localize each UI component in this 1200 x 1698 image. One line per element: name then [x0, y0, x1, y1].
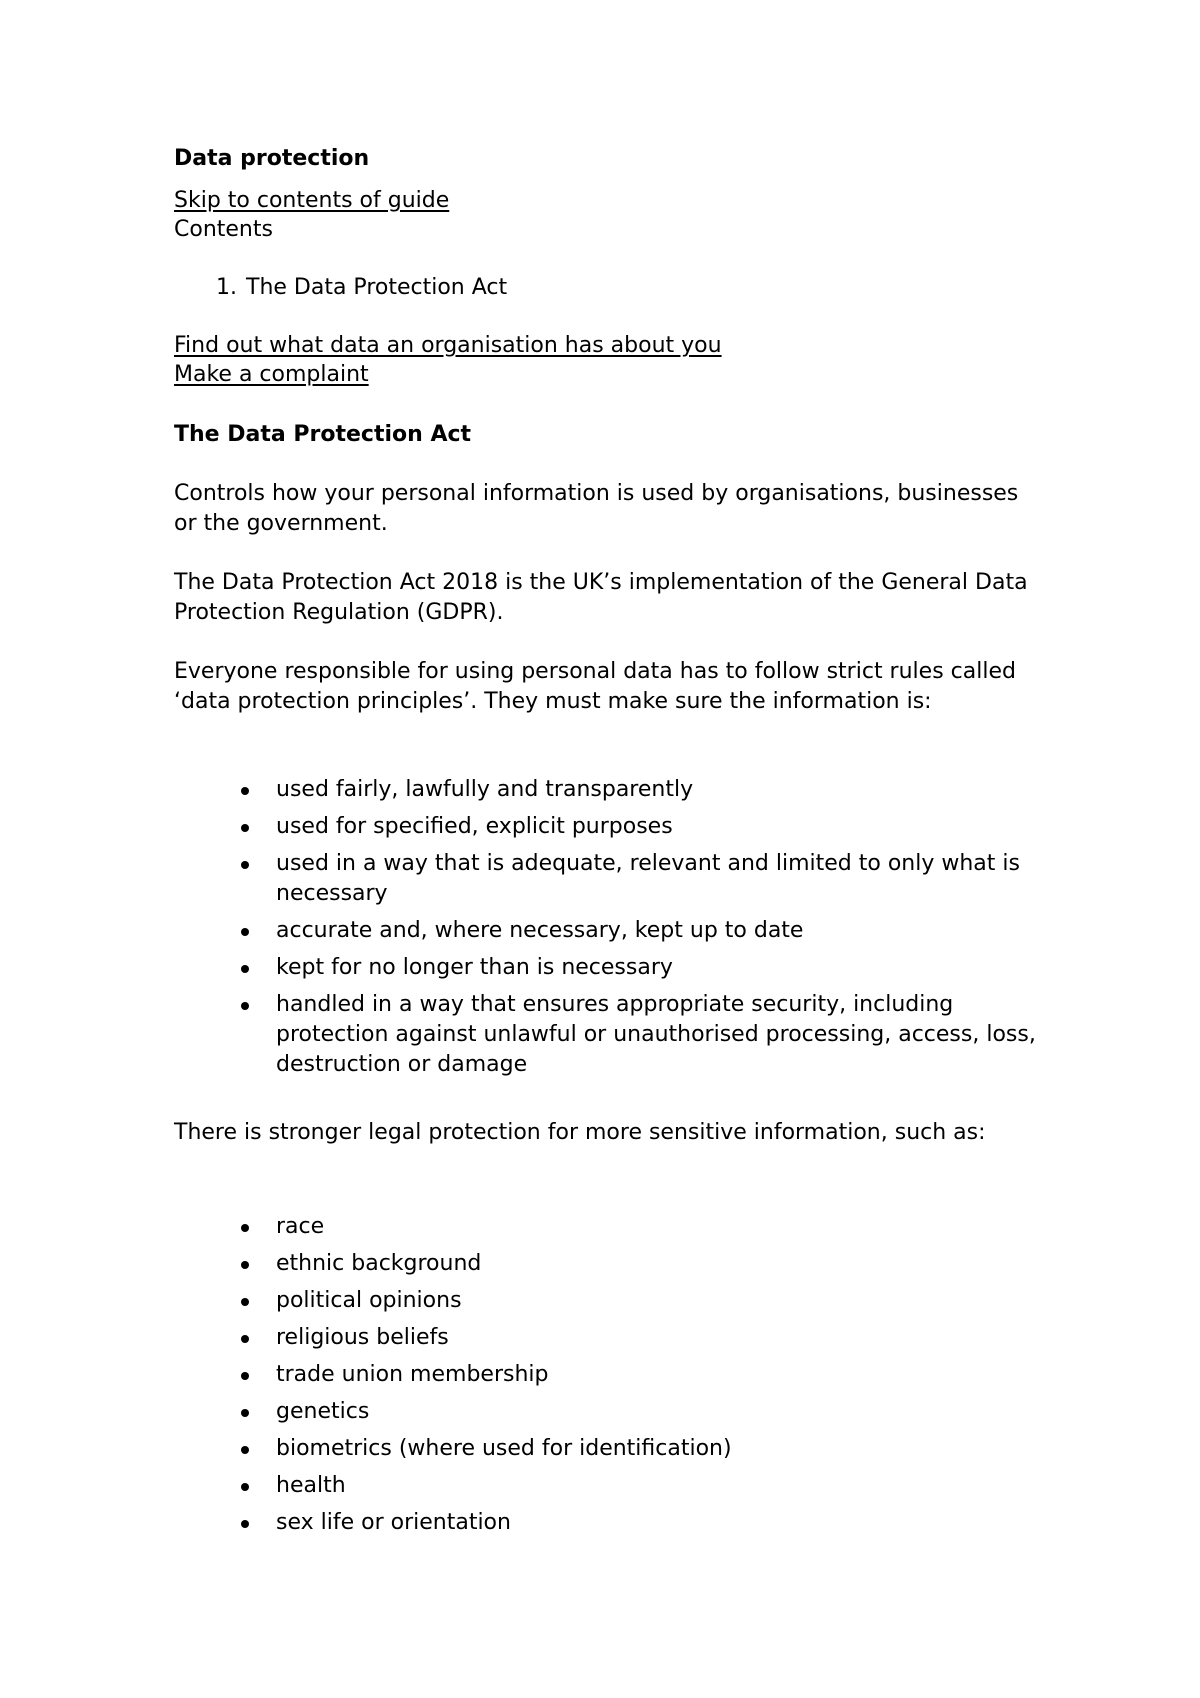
bullet-icon	[241, 928, 249, 936]
principles-intro-paragraph: Everyone responsible for using personal data has to follow strict rules called ‘data protection principles’. They must make sure the information is:	[174, 659, 1016, 714]
list-item: political opinions	[174, 1286, 1044, 1316]
bullet-icon	[241, 965, 249, 973]
list-item: race	[174, 1212, 1044, 1242]
bullet-icon	[241, 787, 249, 795]
list-item: health	[174, 1471, 1044, 1501]
list-item: handled in a way that ensures appropriate security, including protection against unlawful or unauthorised processing, access, loss, destruction or damage	[174, 990, 1044, 1080]
bullet-icon	[241, 1298, 249, 1306]
find-out-data-link[interactable]: Find out what data an organisation has about you	[174, 333, 722, 358]
list-item: ethnic background	[174, 1249, 1044, 1279]
bullet-icon	[241, 1335, 249, 1343]
bullet-icon	[241, 1483, 249, 1491]
list-item: kept for no longer than is necessary	[174, 953, 1044, 983]
contents-item[interactable]: 1. The Data Protection Act	[244, 273, 507, 303]
principles-list	[174, 775, 1044, 1087]
list-item: used for specified, explicit purposes	[174, 812, 1044, 842]
bullet-icon	[241, 1520, 249, 1528]
bullet-icon	[241, 1409, 249, 1417]
bullet-icon	[241, 861, 249, 869]
bullet-icon	[241, 1446, 249, 1454]
bullet-icon	[241, 1224, 249, 1232]
section-heading: The Data Protection Act	[174, 422, 472, 447]
list-item: accurate and, where necessary, kept up to date	[174, 916, 1044, 946]
contents-list	[174, 273, 507, 303]
list-item: biometrics (where used for identification)	[174, 1434, 1044, 1464]
bullet-icon	[241, 824, 249, 832]
intro-paragraph: Controls how your personal information is used by organisations, businesses or the government.	[174, 481, 1019, 536]
skip-to-contents-link[interactable]: Skip to contents of guide	[174, 188, 450, 213]
bullet-icon	[241, 1002, 249, 1010]
bullet-icon	[241, 1261, 249, 1269]
page-title: Data protection	[174, 146, 370, 171]
sensitive-info-list	[174, 1212, 1044, 1545]
list-item: used fairly, lawfully and transparently	[174, 775, 1044, 805]
list-item: trade union membership	[174, 1360, 1044, 1390]
contents-label: Contents	[174, 217, 273, 242]
make-complaint-link[interactable]: Make a complaint	[174, 362, 369, 387]
list-item: sex life or orientation	[174, 1508, 1044, 1538]
list-item: genetics	[174, 1397, 1044, 1427]
bullet-icon	[241, 1372, 249, 1380]
list-item: used in a way that is adequate, relevant and limited to only what is necessary	[174, 849, 1044, 909]
list-item: religious beliefs	[174, 1323, 1044, 1353]
sensitive-intro-paragraph: There is stronger legal protection for more sensitive information, such as:	[174, 1120, 986, 1145]
gdpr-paragraph: The Data Protection Act 2018 is the UK’s implementation of the General Data Protection Regulation (GDPR).	[174, 570, 1028, 625]
